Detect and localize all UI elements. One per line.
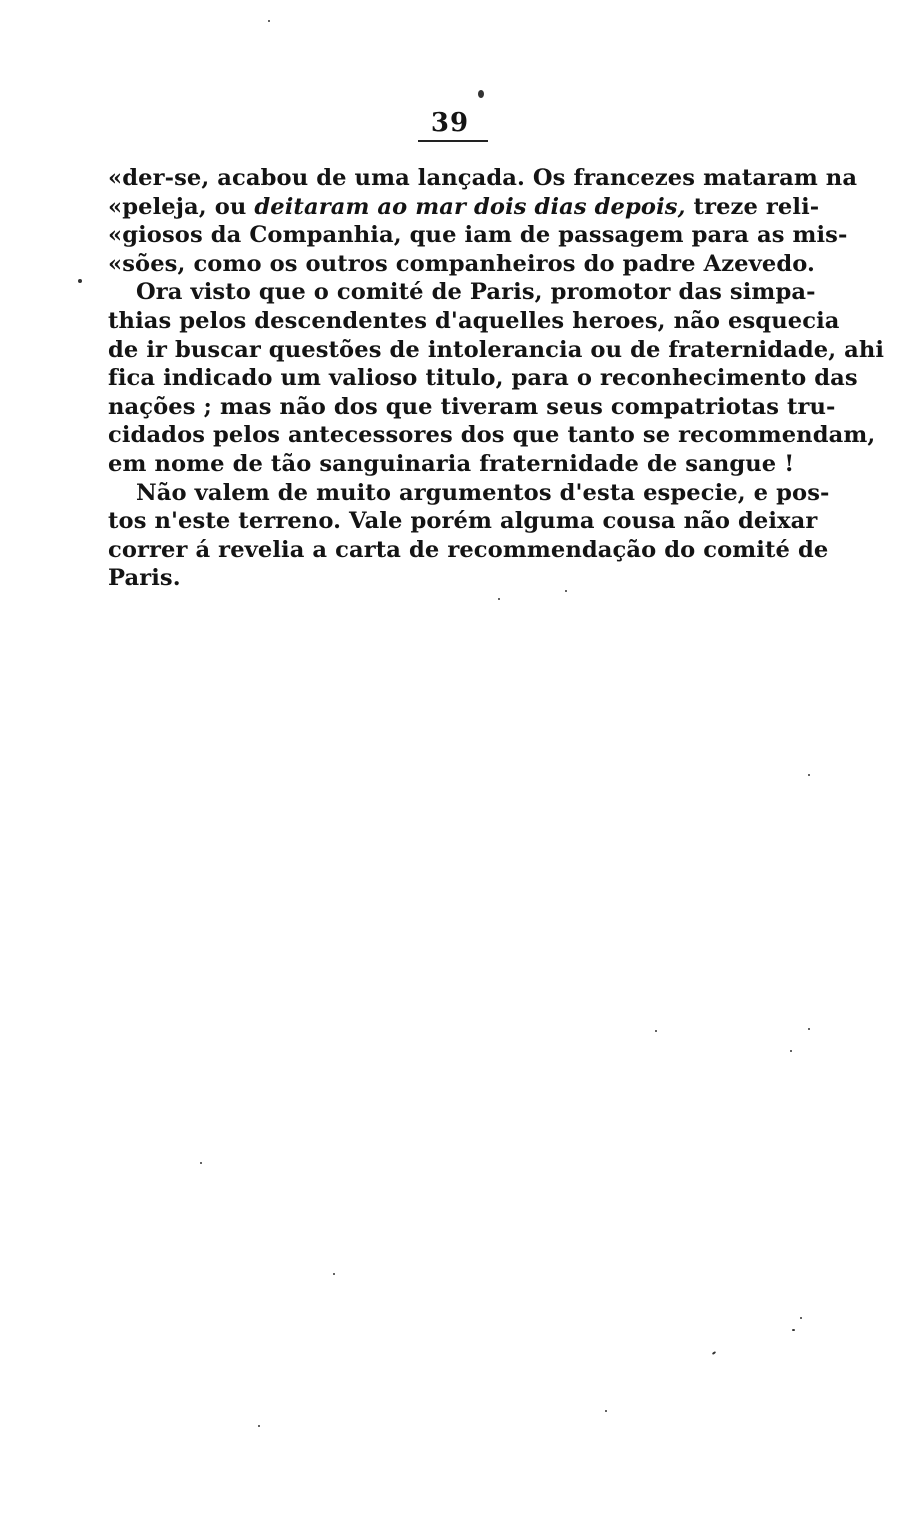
scan-speck	[498, 598, 500, 600]
scan-speck	[565, 590, 567, 592]
paragraph-1	[108, 164, 858, 278]
scan-speck	[478, 90, 484, 98]
scan-speck	[78, 279, 82, 283]
scan-speck	[808, 1028, 810, 1030]
text-line: tos n'este terreno. Vale porém alguma cousa não deixar	[108, 508, 818, 535]
text-line: thias pelos descendentes d'aquelles heroes, não esquecia	[108, 307, 840, 334]
scan-speck	[808, 774, 810, 776]
text-line: cidados pelos antecessores dos que tanto se recommendam,	[108, 422, 876, 449]
scan-speck	[268, 20, 270, 22]
body-text	[108, 164, 885, 593]
text-line: «giosos da Companhia, que iam de passagem para as mis-	[108, 222, 848, 249]
scan-speck	[605, 1410, 607, 1412]
italic-phrase: deitaram ao mar dois dias depois,	[254, 193, 686, 220]
scan-speck	[200, 1162, 202, 1164]
scan-speck	[655, 1030, 657, 1032]
text-line: «peleja, ou deitaram ao mar dois dias depois, treze reli-	[108, 193, 820, 220]
page-number: 39	[430, 108, 470, 138]
scan-speck	[333, 1273, 335, 1275]
text-line: em nome de tão sanguinaria fraternidade de sangue !	[108, 450, 795, 477]
scan-speck	[790, 1050, 792, 1052]
page-number-rule	[418, 140, 488, 142]
text-line: Não valem de muito argumentos d'esta especie, e pos-	[136, 479, 830, 506]
scan-speck	[258, 1425, 260, 1427]
text-line: «der-se, acabou de uma lançada. Os francezes mataram na	[108, 165, 858, 191]
text-line: de ir buscar questões de intolerancia ou de fraternidade, ahi	[108, 336, 885, 363]
text-line: fica indicado um valioso titulo, para o reconhecimento das	[108, 365, 858, 392]
text-line: nações ; mas não dos que tiveram seus compatriotas tru-	[108, 393, 836, 420]
text-line: Ora visto que o comité de Paris, promotor das simpa-	[136, 279, 816, 306]
scan-speck	[712, 1351, 716, 1355]
paragraph-2	[108, 278, 885, 478]
text-line: correr á revelia a carta de recommendação do comité de	[108, 536, 829, 563]
text-line: Paris.	[108, 565, 181, 592]
scan-speck	[792, 1329, 795, 1331]
text-line: «sões, como os outros companheiros do padre Azevedo.	[108, 250, 815, 277]
scan-speck	[800, 1317, 802, 1319]
paragraph-3	[108, 479, 830, 593]
